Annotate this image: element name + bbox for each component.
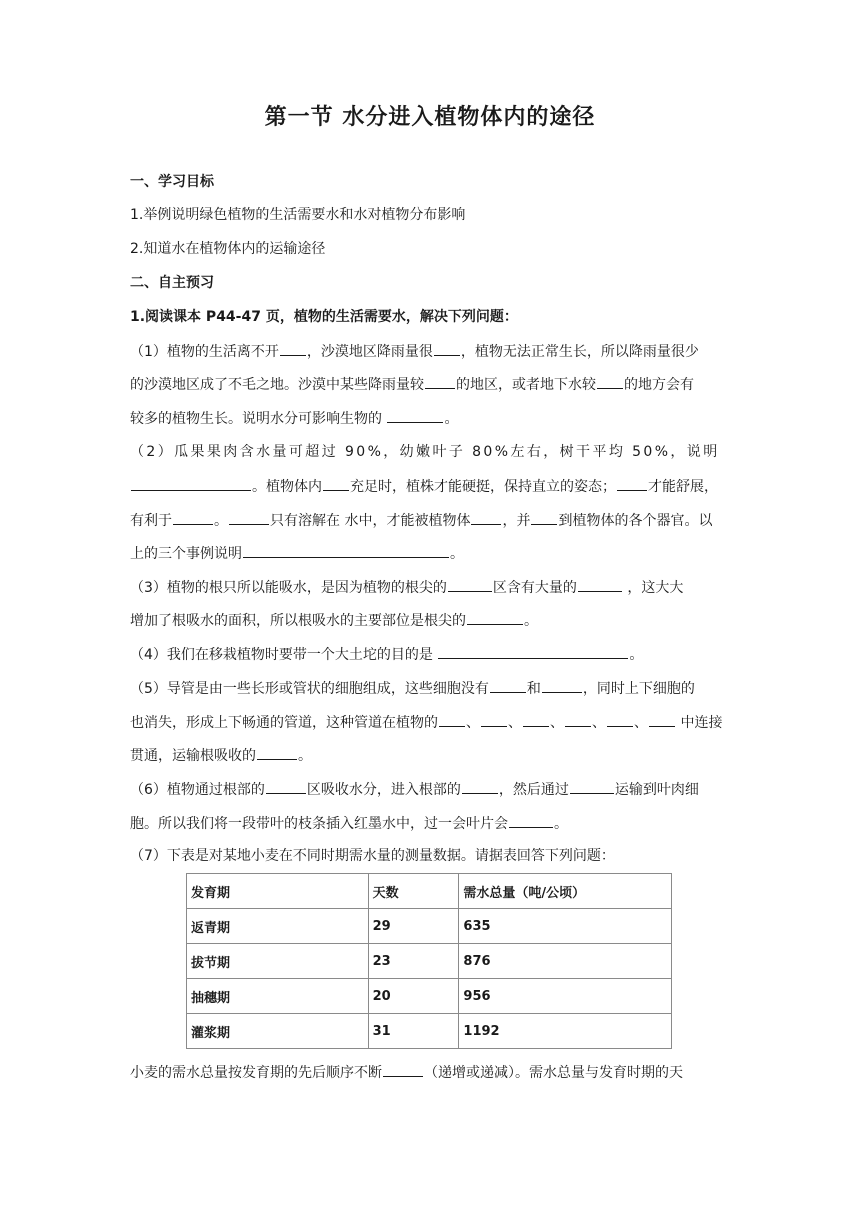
table-row [187,1014,672,1049]
table-cell: 灌浆期 [187,1014,369,1049]
question-4-line-1: （4）我们在移栽植物时要带一个大土坨的目的是 。 [130,644,730,665]
goal-item-1: 1.举例说明绿色植物的生活需要水和水对植物分布影响 [130,207,466,223]
question-3-line-2: 增加了根吸水的面积，所以根吸水的主要部位是根尖的 。 [130,610,730,631]
table-header-cell: 发育期 [187,874,369,909]
answer-blank[interactable] [257,745,297,760]
question-3-line-1: （3）植物的根只所以能吸水，是因为植物的根尖的 区含有大量的 ，这大大 [130,577,730,598]
table-cell: 20 [368,979,459,1014]
answer-blank[interactable] [383,1062,423,1077]
page-title: 第一节 水分进入植物体内的途径 [264,105,596,130]
question-1-line-3: 较多的植物生长。说明水分可影响生物的 。 [130,408,730,429]
table-cell: 876 [459,944,672,979]
table-cell: 31 [368,1014,459,1049]
question-2-line-2: 。植物体内 充足时，植株才能硬挺，保持直立的姿态； 才能舒展， [130,476,730,497]
answer-blank[interactable] [467,610,523,625]
section-heading-goals: 一、学习目标 [130,174,214,190]
answer-blank[interactable] [578,577,622,592]
answer-blank[interactable] [438,644,628,659]
answer-blank[interactable] [387,408,443,423]
answer-blank[interactable] [323,476,349,491]
table-cell: 拔节期 [187,944,369,979]
answer-blank[interactable] [523,712,549,727]
question-2-line-3: 有利于 。 只有溶解在 水中，才能被植物体 ，并 到植物体的各个器官。以 [130,510,730,531]
answer-blank[interactable] [542,678,582,693]
answer-blank[interactable] [607,712,633,727]
answer-blank[interactable] [229,510,269,525]
question-2-line-1: （2）瓜果果肉含水量可超过 90%，幼嫩叶子 80%左右，树干平均 50%，说明 [130,444,720,460]
answer-blank[interactable] [439,712,465,727]
answer-blank[interactable] [597,374,623,389]
answer-blank[interactable] [531,510,557,525]
answer-blank[interactable] [266,779,306,794]
answer-blank[interactable] [243,543,449,558]
table-cell: 1192 [459,1014,672,1049]
answer-blank[interactable] [565,712,591,727]
table-header-cell: 需水总量（吨/公顷） [459,874,672,909]
question-5-line-2: 也消失，形成上下畅通的管道，这种管道在植物的 、 、 、 、 、 中连接 [130,712,730,733]
section-heading-preview: 二、自主预习 [130,275,214,291]
answer-blank[interactable] [570,779,614,794]
answer-blank[interactable] [649,712,675,727]
answer-blank[interactable] [173,510,213,525]
table-header-cell: 天数 [368,874,459,909]
table-row [187,979,672,1014]
question-5-line-3: 贯通，运输根吸收的 。 [130,745,730,766]
goal-item-2: 2.知道水在植物体内的运输途径 [130,241,326,257]
answer-blank[interactable] [434,341,460,356]
table-cell: 635 [459,909,672,944]
task-heading: 1.阅读课本 P44-47 页，植物的生活需要水，解决下列问题： [130,309,518,325]
water-demand-table [186,873,672,1049]
answer-blank[interactable] [448,577,492,592]
answer-blank[interactable] [481,712,507,727]
question-1-line-2: 的沙漠地区成了不毛之地。沙漠中某些降雨量较 的地区，或者地下水较 的地方会有 [130,374,730,395]
question-5-line-1: （5）导管是由一些长形或管状的细胞组成，这些细胞没有 和 ，同时上下细胞的 [130,678,730,699]
answer-blank[interactable] [471,510,501,525]
question-7-line-2: 小麦的需水总量按发育期的先后顺序不断 （递增或递减）。需水总量与发育时期的天 [130,1062,730,1083]
table-cell: 返青期 [187,909,369,944]
answer-blank[interactable] [131,476,251,491]
answer-blank[interactable] [280,341,306,356]
answer-blank[interactable] [490,678,526,693]
answer-blank[interactable] [617,476,647,491]
table-header-row [187,874,672,909]
answer-blank[interactable] [509,813,553,828]
question-6-line-1: （6）植物通过根部的 区吸收水分，进入根部的 ，然后通过 运输到叶肉细 [130,779,730,800]
table-cell: 956 [459,979,672,1014]
table-row [187,909,672,944]
question-1-line-1: （1）植物的生活离不开 ，沙漠地区降雨量很 ，植物无法正常生长，所以降雨量很少 [130,341,730,362]
table-row [187,944,672,979]
table-cell: 29 [368,909,459,944]
answer-blank[interactable] [425,374,455,389]
table-cell: 23 [368,944,459,979]
answer-blank[interactable] [462,779,498,794]
question-7-line-1: （7）下表是对某地小麦在不同时期需水量的测量数据。请据表回答下列问题： [130,848,615,864]
table-cell: 抽穗期 [187,979,369,1014]
question-2-line-4: 上的三个事例说明 。 [130,543,730,564]
question-6-line-2: 胞。所以我们将一段带叶的枝条插入红墨水中，过一会叶片会 。 [130,813,730,834]
